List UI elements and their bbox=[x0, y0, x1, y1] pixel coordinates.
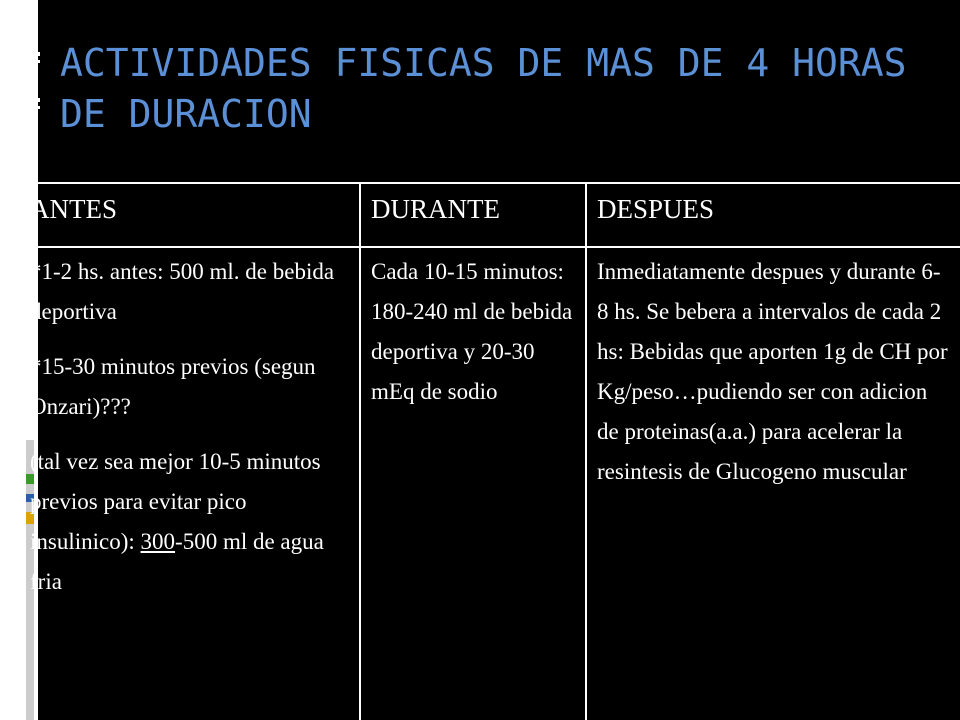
antes-paragraph-3 bbox=[30, 442, 349, 602]
activity-table bbox=[0, 182, 960, 720]
antes-paragraph-3-start: (tal vez sea mejor 10-5 minutos previos para evitar pico insulinico): bbox=[30, 449, 321, 554]
slide-title: ACTIVIDADES FISICAS DE MAS DE 4 HORAS DE DURACION bbox=[60, 41, 907, 136]
antes-paragraph-1: *1-2 hs. antes: 500 ml. de bebida deportiva bbox=[30, 259, 335, 324]
antes-paragraph-3-end: -500 ml de agua fria bbox=[30, 529, 324, 594]
table-header-row bbox=[0, 183, 960, 247]
header-antes: ANTES bbox=[0, 183, 360, 247]
cell-durante: Cada 10-15 minutos: 180-240 ml de bebida deportiva y 20-30 mEq de sodio bbox=[360, 247, 586, 720]
header-despues: DESPUES bbox=[586, 183, 960, 247]
antes-underlined-amount: 300 bbox=[140, 529, 176, 554]
cell-despues: Inmediatamente despues y durante 6-8 hs. Se bebera a intervalos de cada 2 hs: Bebidas que aporten 1g de CH por Kg/peso…pudiendo ser con adicion de proteinas(a.a.) para acelerar la resintesis de Glucogeno muscular bbox=[586, 247, 960, 720]
table-row bbox=[0, 247, 960, 720]
bracket-decoration bbox=[0, 0, 40, 170]
header-durante: DURANTE bbox=[360, 183, 586, 247]
cell-antes bbox=[0, 247, 360, 720]
antes-paragraph-2: *15-30 minutos previos (segun Onzari)??? bbox=[30, 354, 316, 419]
